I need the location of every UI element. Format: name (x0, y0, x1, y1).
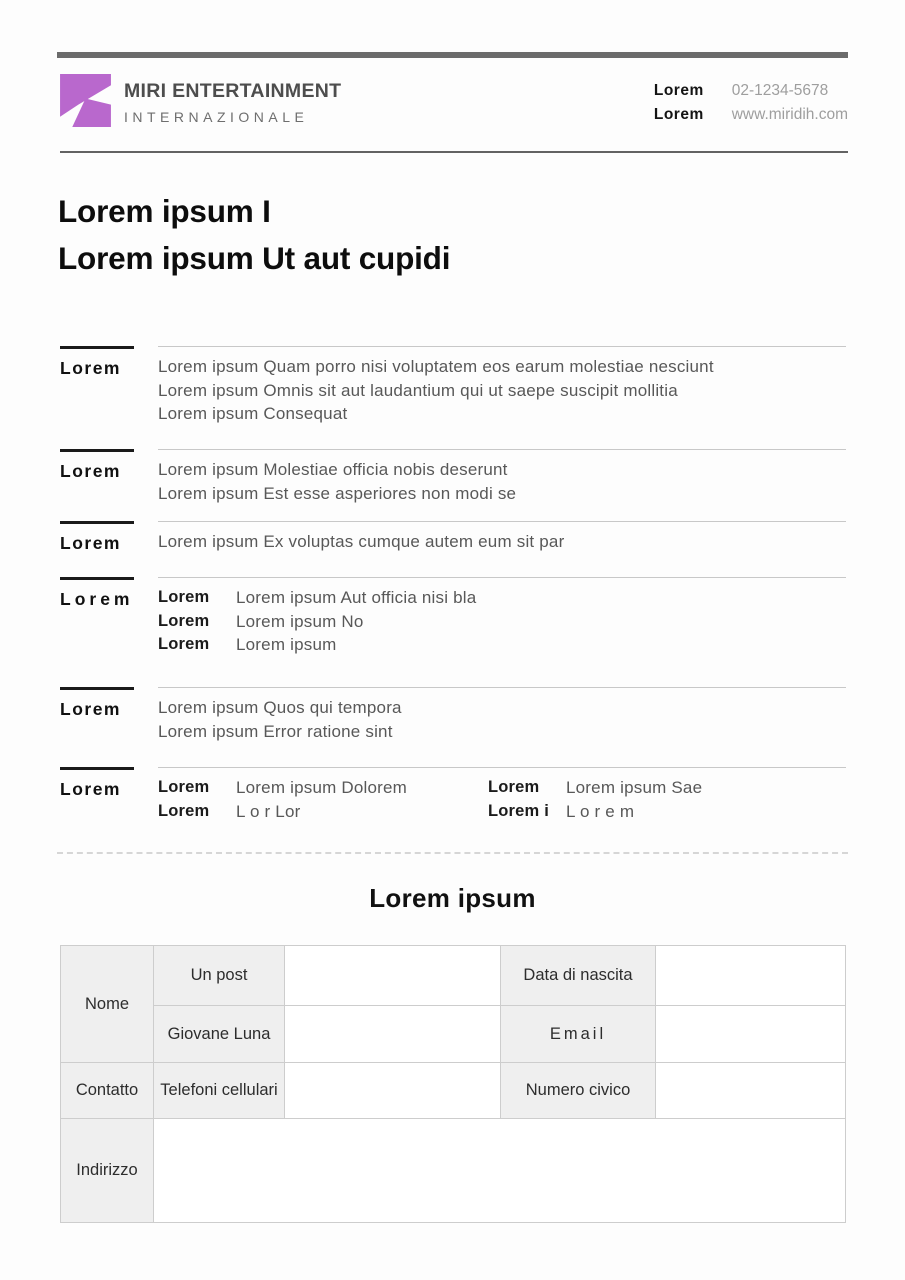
section-line: Lorem ipsum Ex voluptas cumque autem eum sit par (158, 532, 565, 551)
field-numero-civico-value[interactable] (656, 1063, 846, 1119)
section-label: Lorem (60, 767, 134, 800)
page-title-line2: Lorem ipsum Ut aut cupidi (58, 239, 451, 276)
section-label: Lorem (60, 346, 134, 379)
top-accent-bar (57, 52, 848, 58)
section-1 (60, 346, 846, 449)
section-line: Lorem ipsum Quam porro nisi voluptatem eos earum molestiae nesciunt (158, 357, 714, 376)
field-giovane-luna-value[interactable] (285, 1006, 501, 1063)
cell-label-un-post: Un post (154, 946, 285, 1006)
dashed-divider (57, 852, 848, 854)
cell-label-data-di-nascita: Data di nascita (501, 946, 656, 1006)
section-label: Lorem (60, 687, 134, 720)
sub-item (158, 610, 846, 634)
sub-label: Lorem (158, 611, 210, 630)
sub-column-right (488, 776, 846, 823)
section-line: Lorem ipsum Consequat (158, 404, 348, 423)
cell-label-giovane-luna: Giovane Luna (154, 1006, 285, 1063)
section-body (158, 449, 846, 505)
field-data-di-nascita-value[interactable] (656, 946, 846, 1006)
sub-item (158, 586, 846, 610)
page-title-line1: Lorem ipsum I (58, 193, 271, 229)
sub-value: Lorem ipsum Dolorem (236, 778, 408, 797)
section-body (158, 767, 846, 823)
sub-label: Lorem (158, 588, 210, 606)
sub-label: Lorem i (488, 801, 549, 820)
header (57, 72, 848, 129)
sub-item (488, 800, 846, 824)
sub-item (158, 633, 846, 657)
section-line: Lorem ipsum Error ratione sint (158, 721, 393, 741)
sub-value: L o r Lor (236, 801, 301, 821)
sub-value: Lorem ipsum (236, 635, 337, 654)
sub-item (488, 776, 846, 800)
section-2 (60, 449, 846, 521)
cell-label-email: Email (501, 1006, 656, 1063)
form-title: Lorem ipsum (369, 883, 536, 913)
sub-value: Lorem ipsum No (236, 611, 364, 631)
info-sections (60, 346, 846, 853)
cell-label-numero-civico: Numero civico (501, 1063, 656, 1119)
sub-item (158, 800, 488, 824)
brand-logo-icon (57, 72, 114, 129)
sub-label: Lorem (158, 635, 210, 653)
sub-value: Lorem ipsum Sae (566, 778, 703, 797)
section-body (158, 346, 846, 426)
field-email-value[interactable] (656, 1006, 846, 1063)
header-divider (60, 151, 848, 153)
section-6 (60, 767, 846, 853)
row-header-contatto: Contatto (61, 1063, 154, 1119)
brand-subtitle: INTERNAZIONALE (124, 109, 309, 125)
brand-block (124, 72, 341, 125)
sub-column-left (158, 776, 488, 823)
field-un-post-value[interactable] (285, 946, 501, 1006)
sub-value: Lorem ipsum Aut officia nisi bla (236, 588, 477, 607)
row-header-indirizzo: Indirizzo (61, 1119, 154, 1223)
section-label: Lorem (60, 521, 134, 554)
contact-label: Lorem (653, 106, 704, 123)
contact-info (654, 72, 848, 124)
section-4 (60, 577, 846, 687)
section-line: Lorem ipsum Est esse asperiores non modi se (158, 483, 517, 503)
section-line: Lorem ipsum Quos qui tempora (158, 698, 402, 717)
section-body (158, 577, 846, 657)
form-table (60, 945, 846, 1223)
page-title (58, 188, 450, 281)
sub-label: Lorem (158, 801, 210, 820)
contact-phone: 02-1234-5678 (731, 82, 829, 99)
sub-value: L o r e m (566, 801, 635, 821)
section-line: Lorem ipsum Molestiae officia nobis deserunt (158, 460, 508, 479)
field-indirizzo-value[interactable] (154, 1119, 846, 1223)
field-telefoni-cellulari-value[interactable] (285, 1063, 501, 1119)
section-body (158, 687, 846, 743)
section-line: Lorem ipsum Omnis sit aut laudantium qui ut saepe suscipit mollitia (158, 380, 678, 400)
section-3 (60, 521, 846, 577)
sub-label: Lorem (488, 778, 540, 796)
section-label: Lorem (60, 577, 134, 610)
contact-website: www.miridih.com (731, 106, 848, 123)
sub-item (158, 776, 488, 800)
contact-label: Lorem (653, 82, 704, 99)
section-body (158, 521, 846, 554)
section-label: Lorem (60, 449, 134, 482)
row-header-nome: Nome (61, 946, 154, 1063)
brand-name: MIRI ENTERTAINMENT (124, 80, 342, 102)
sub-label: Lorem (158, 778, 210, 796)
section-5 (60, 687, 846, 767)
cell-label-telefoni-cellulari: Telefoni cellulari (154, 1063, 285, 1119)
